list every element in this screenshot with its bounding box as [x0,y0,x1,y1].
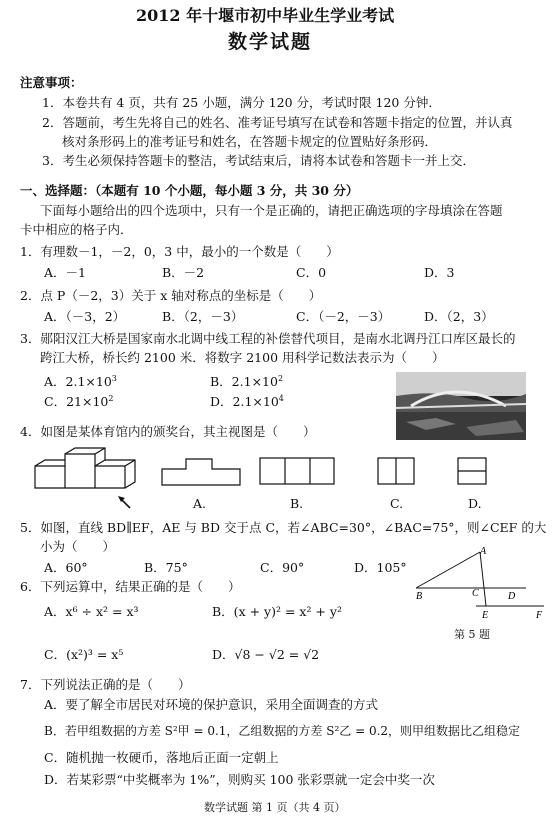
q6-option-c: C．(x²)³ = x⁵ [44,647,124,662]
q2-option-b: B．（2，－3） [162,309,244,324]
q2-option-a: A．（－3，2） [44,309,126,324]
q5-option-c: C．90° [260,560,305,575]
note-item-2-cont: 核对条形码上的准考证号和姓名，在答题卡规定的位置贴好条形码． [62,134,438,149]
section-intro-2: 卡中相应的格子内． [20,222,133,237]
q3-option-b: B．$2.1\times 10^2$ [210,374,284,390]
q3-option-c: C．$21\times 10^2$ [44,394,114,410]
q7-option-c: C．随机抛一枚硬币，落地后正面一定朝上 [44,750,279,765]
q6-option-d: D．√8 − √2 = √2 [212,647,320,662]
q3-stem-2: 跨江大桥，桥长约 2100 米．将数字 2100 用科学记数法表示为（ ） [40,350,445,365]
option-c-figure [376,456,418,488]
q2-option-c: C．（－2，－3） [296,309,391,324]
note-item-1: 1．本卷共有 4 页，共有 25 小题，满分 120 分，考试时限 120 分钟． [42,95,441,110]
q6-option-a: A．x⁶ ÷ x² = x³ [44,604,139,619]
q1-option-b: B．－2 [162,265,205,280]
q2-option-d: D．（2，3） [424,309,494,324]
q5-option-a: A．60° [44,560,88,575]
label-a: A [480,546,487,557]
page-footer: 数学试题 第 1 页（共 4 页） [204,801,346,814]
q3-option-a: A．$2.1\times 10^3$ [44,374,117,390]
q1-option-c: C．0 [296,265,327,280]
q1-option-a: A．－1 [44,265,86,280]
q7-option-d: D．若某彩票“中奖概率为 1%”，则购买 100 张彩票就一定会中奖一次 [44,772,435,787]
label-f: F [536,610,543,621]
label-b: B [416,591,423,602]
exam-title: 2012 年十堰市初中毕业生学业考试 [136,6,395,25]
note-item-2: 2．答题前，考生先将自己的姓名、准考证号填写在试卷和答题卡指定的位置，并认真 [42,115,513,130]
q6-stem: 6．下列运算中，结果正确的是（ ） [20,579,241,594]
q4-stem: 4．如图是某体育馆内的颁奖台，其主视图是（ ） [20,424,316,439]
q5-stem-1: 5．如图，直线 BD∥EF，AE 与 BD 交于点 C，若∠ABC=30°，∠BAC=75°，则∠CEF 的大 [20,520,547,535]
q4-option-b: B. [290,496,304,511]
q2-stem: 2．点 P（－2，3）关于 x 轴对称点的坐标是（ ） [20,288,322,303]
option-a-figure [160,455,246,489]
q4-option-d: D. [468,496,482,511]
q3-option-d: D．$2.1\times 10^4$ [210,394,284,410]
section-heading: 一、选择题：（本题有 10 个小题，每小题 3 分，共 30 分） [20,183,359,198]
label-e: E [482,610,489,621]
q1-stem: 1．有理数－1，－2，0，3 中，最小的一个数是（ ） [20,244,339,259]
label-d: D [508,591,516,602]
q1-option-d: D．3 [424,265,455,280]
q5-geometry-figure [408,544,548,628]
q7-stem: 7．下列说法正确的是（ ） [20,677,191,692]
q4-option-a: A. [193,496,207,511]
q7-option-b: B．若甲组数据的方差 S²甲 = 0.1，乙组数据的方差 S²乙 = 0.2，则甲组数据比乙组稳定 [44,724,521,738]
note-item-3: 3．考生必须保持答题卡的整洁，考试结束后，请将本试卷和答题卡一并上交． [42,153,475,168]
q5-option-d: D．105° [354,560,407,575]
q5-option-b: B．75° [144,560,188,575]
q7-option-a: A．要了解全市居民对环境的保护意识，采用全面调查的方式 [44,697,379,712]
q5-figure-caption: 第 5 题 [454,628,490,641]
subject-title: 数学试题 [228,31,313,53]
q4-option-c: C. [390,496,404,511]
bridge-photo [396,372,526,440]
q6-option-b: B．(x + y)² = x² + y² [212,604,342,619]
notes-heading: 注意事项： [20,75,83,90]
q5-stem-2: 小为（ ） [40,539,116,554]
section-intro-1: 下面每小题给出的四个选项中，只有一个是正确的，请把正确选项的字母填涂在答题 [40,203,503,218]
option-b-figure [258,456,338,488]
label-c: C [472,588,479,599]
option-d-figure [456,456,490,488]
q3-stem-1: 3．郧阳汉江大桥是国家南水北调中线工程的补偿替代项目，是南水北调丹江口库区最长的 [20,331,516,346]
podium-figure [30,446,150,516]
